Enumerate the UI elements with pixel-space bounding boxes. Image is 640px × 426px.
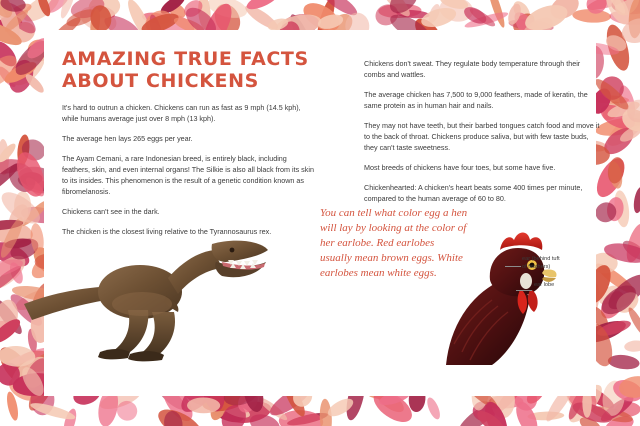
fact-paragraph: The average chicken has 7,500 to 9,000 feathers, made of keratin, the same protein as in human hair and nails. [364, 90, 588, 110]
fact-paragraph: Chickens can't see in the dark. [62, 207, 160, 216]
callout-label-ear: ear (behind tuft of feathers) [522, 256, 560, 270]
callout-leader-line-ear [505, 266, 521, 267]
fact-paragraph: The Ayam Cemani, a rare Indonesian breed, is entirely black, including feathers, skin, and even internal organs! The Silkie is also all black from its skin to its insides. This phenomenon is the result of a genetic condition known as fibromelanosis. [62, 154, 314, 196]
fact-paragraph: They may not have teeth, but their barbed tongues catch food and move it to the back of throat. Chickens produce saliva, but with few taste buds, they can't taste sweetness. [364, 121, 600, 152]
callout-label-ear-lobe: ear lobe [534, 282, 555, 288]
fact-paragraph: Chickens don't sweat. They regulate body temperature through their combs and wattles. [364, 59, 581, 79]
fact-paragraph: Most breeds of chickens have four toes, but some have five. [364, 163, 556, 172]
tyrannosaurus-rex-photo [16, 212, 278, 362]
page-title-line-1: AMAZING TRUE FACTS [62, 48, 309, 70]
callout-leader-line-ear-lobe [516, 290, 532, 291]
page-title-line-2: ABOUT CHICKENS [62, 70, 259, 92]
fact-paragraph: The average hen lays 265 eggs per year. [62, 134, 193, 143]
chicken-head-photo [440, 220, 558, 365]
fact-paragraph: Chickenhearted: A chicken's heart beats some 400 times per minute, compared to the human average of 60 to 80. [364, 183, 583, 203]
right-text-column [364, 58, 600, 204]
fact-paragraph: It's hard to outrun a chicken. Chickens can run as fast as 9 mph (14.5 kph), while humans average just over 8 mph (13 kph). [62, 103, 301, 123]
page-title [62, 48, 362, 92]
fact-paragraph: The chicken is the closest living relative to the Tyrannosaurus rex. [62, 227, 272, 236]
pull-quote: You can tell what color egg a hen will lay by looking at the color of her earlobe. Red earlobes usually mean brown eggs. White earlobes mean white eggs. [320, 207, 468, 279]
